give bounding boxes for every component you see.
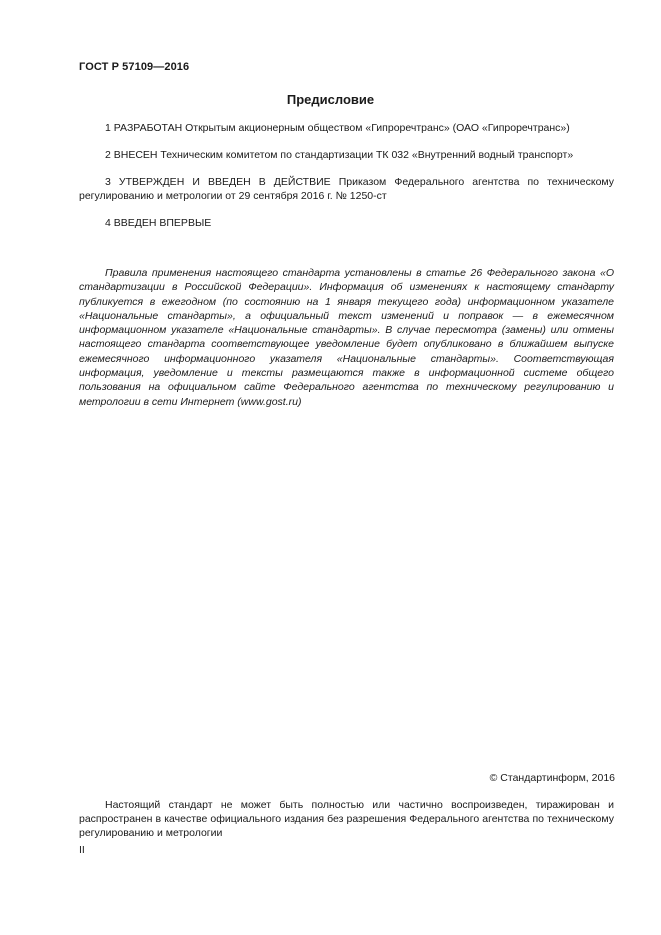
copyright-line: © Стандартинформ, 2016 <box>489 772 615 784</box>
document-code: ГОСТ Р 57109—2016 <box>79 61 190 73</box>
application-rules-notice: Правила применения настоящего стандарта установлены в статье 26 Федерального закона «О стандартизации в Российской Федерации». Информация об изменениях к настоящему стандарту публикуется в ежегодном (по состоянию на 1 января текущего года) информационном указателе «Национальные стандарты», а официальный текст изменений и поправок — в ежемесячном информационном указателе «Национальные стандарты». В случае пересмотра (замены) или отмены настоящего стандарта соответствующее уведомление будет опубликовано в ближайшем выпуске ежемесячного информационного указателя «Национальные стандарты». Соответствующая информация, уведомление и тексты размещаются также в информационной системе общего пользования на официальном сайте Федерального агентства по техническому регулированию и метрологии в сети Интернет (www.gost.ru) <box>79 267 614 408</box>
foreword-item-first-introduced: 4 ВВЕДЕН ВПЕРВЫЕ <box>105 217 212 229</box>
reproduction-rights-notice: Настоящий стандарт не может быть полностью или частично воспроизведен, тиражирован и распространен в качестве официального издания без разрешения Федерального агентства по техническому регулированию и метрологии <box>79 799 614 840</box>
foreword-item-developed: 1 РАЗРАБОТАН Открытым акционерным обществом «Гипроречтранс» (ОАО «Гипроречтранс») <box>105 122 570 134</box>
foreword-item-approved: 3 УТВЕРЖДЕН И ВВЕДЕН В ДЕЙСТВИЕ Приказом Федерального агентства по техническому регулированию и метрологии от 29 сентября 2016 г. № 1250-ст <box>79 176 614 203</box>
foreword-item-introduced: 2 ВНЕСЕН Техническим комитетом по стандартизации ТК 032 «Внутренний водный транспорт» <box>105 149 574 161</box>
page-number: II <box>79 844 85 856</box>
page-title: Предисловие <box>286 92 375 107</box>
